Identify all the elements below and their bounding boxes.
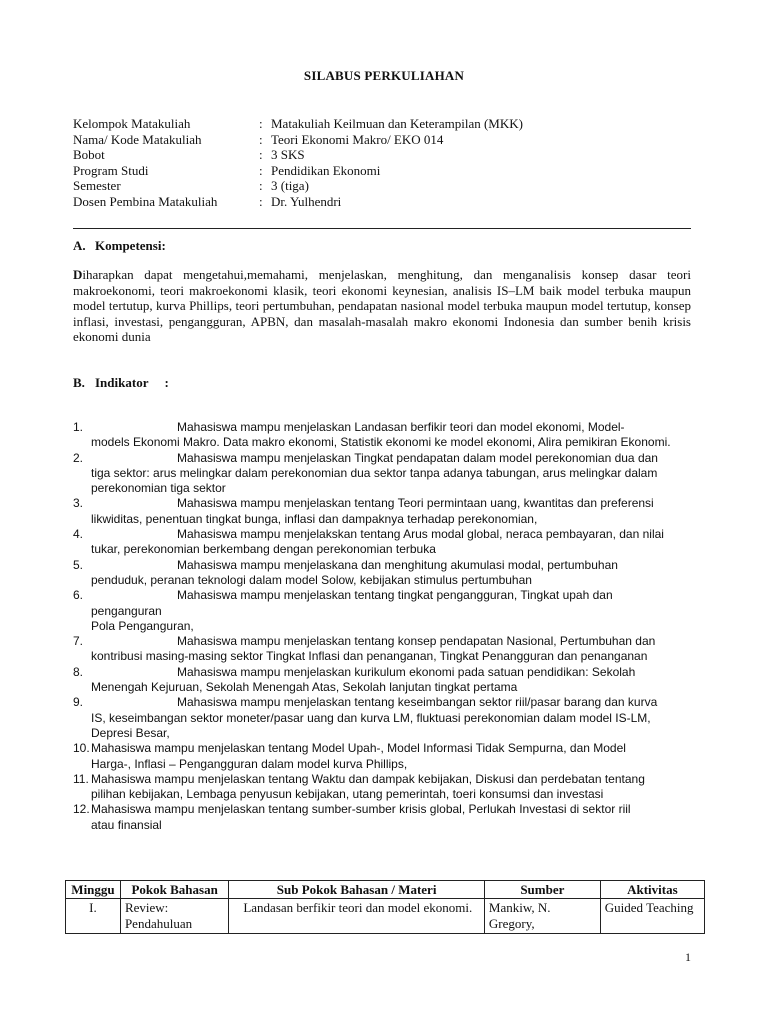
list-item-first-line [91,802,693,817]
list-item-continuation: pilihan kebijakan, Lembaga penyusun kebijakan, utang pemerintah, toeri konsumsi dan investasi [91,787,604,802]
table-header: Sumber [484,881,600,899]
list-item [73,558,693,589]
section-letter: A. [73,238,86,253]
list-item-continuation: kontribusi masing-masing sektor Tingkat Inflasi dan penanganan, Tingkat Penangguran dan penanganan [91,649,648,664]
info-label: Bobot [73,147,105,162]
info-row [73,132,523,148]
list-item [73,588,693,634]
list-item-text: Mahasiswa mampu menjelaskan Tingkat pendapatan dalam model perekonomian dua dan [177,450,658,465]
info-value: 3 SKS [271,147,305,162]
list-item-number: 5. [73,557,84,572]
list-item-continuation: penganguran Pola Penganguran, [91,603,194,633]
list-item-text: Mahasiswa mampu menjelaskan tentang keseimbangan sektor riil/pasar barang dan kurva [177,695,658,710]
list-item-number: 4. [73,527,84,542]
info-label: Program Studi [73,162,149,178]
section-heading-indikator [73,375,169,391]
course-info [73,116,523,209]
list-item-text: Mahasiswa mampu menjelaskan tentang Model Upah-, Model Informasi Tidak Sempurna, dan Model [91,741,626,756]
info-label: Kelompok Matakuliah [73,116,191,131]
page-number: 1 [685,950,691,964]
paragraph-initial: D [73,267,83,282]
list-item [73,741,693,772]
list-item-first-line [91,527,693,542]
list-item [73,420,693,451]
schedule-table [65,880,705,934]
list-item-first-line [91,496,693,511]
info-row [73,194,523,210]
list-item-text: Mahasiswa mampu menjelaskan tentang sumber-sumber krisis global, Perlukah Investasi di sektor riil [91,802,631,817]
table-row [66,899,705,934]
list-item [73,496,693,527]
info-row [73,116,523,132]
list-item [73,772,693,803]
list-item [73,695,693,741]
list-item-first-line [91,451,693,466]
list-item-continuation: models Ekonomi Makro. Data makro ekonomi, Statistik ekonomi ke model ekonomi, Alira pemikiran Ekonomi. [91,435,671,450]
list-item-first-line [91,588,693,603]
list-item-first-line [91,420,693,435]
info-row [73,178,523,194]
section-heading-kompetensi [73,238,166,254]
table-header: Sub Pokok Bahasan / Materi [229,881,485,899]
list-item-number: 12. [73,802,90,817]
list-item-text: Mahasiswa mampu menjelaskana dan menghitung akumulasi modal, pertumbuhan [177,557,618,572]
table-cell: I. [66,899,121,934]
paragraph-text: iharapkan dapat mengetahui,memahami, menjelaskan, menghitung, dan menganalisis konsep dasar teori makroekonomi, teori makroekonomi klasik, teori ekonomi keynesian, analisis IS–LM baik model terbuka maupun model tertutup, kurva Phillips, teori pertumbuhan, pendapatan nasional model terbuka maupun model tertutup, konsep inflasi, investasi, pengangguran, APBN, dan masalah-masalah makro ekonomi Indonesia dan sumber benih krisis ekonomi dunia [73,267,691,344]
list-item-number: 7. [73,634,84,649]
info-colon: : [259,116,263,131]
info-value: Teori Ekonomi Makro/ EKO 014 [271,131,444,147]
list-item-continuation: Menengah Kejuruan, Sekolah Menengah Atas, Sekolah lanjutan tingkat pertama [91,680,518,695]
list-item [73,451,693,497]
info-colon: : [259,147,263,162]
table-header-row [66,881,705,899]
section-title: Indikator : [95,375,169,390]
list-item-first-line [91,634,693,649]
info-colon: : [259,162,263,178]
list-item-number: 2. [73,450,84,465]
list-item-number: 3. [73,496,84,511]
list-item-first-line [91,695,693,710]
list-item-number: 11. [73,771,89,786]
table-cell: Guided Teaching [600,899,704,934]
list-item-text: Mahasiswa mampu menjelaskan tentang tingkat pengangguran, Tingkat upah dan [177,588,613,603]
page-title: SILABUS PERKULIAHAN [303,68,465,83]
list-item-number: 9. [73,695,84,710]
list-item-continuation: Harga-, Inflasi – Pengangguran dalam model kurva Phillips, [91,756,408,771]
list-item [73,665,693,696]
list-item [73,802,693,833]
table-cell: Review: Pendahuluan [120,899,228,934]
list-item-continuation: penduduk, peranan teknologi dalam model Solow, kebijakan stimulus pertumbuhan [91,572,532,587]
table-header: Pokok Bahasan [120,881,228,899]
section-letter: B. [73,375,85,390]
list-item-number: 10. [73,741,90,756]
table-header: Minggu [66,881,121,899]
list-item-number: 8. [73,664,84,679]
info-value: Pendidikan Ekonomi [271,162,381,178]
info-colon: : [259,178,263,193]
list-item-first-line [91,665,693,680]
info-value: Matakuliah Keilmuan dan Keterampilan (MKK) [271,116,523,131]
list-item-continuation: IS, keseimbangan sektor moneter/pasar uang dan kurva LM, fluktuasi perekonomian dalam model IS-LM, Depresi Besar, [91,710,651,740]
info-label: Semester [73,178,121,193]
list-item-text: Mahasiswa mampu menjelaskan tentang Waktu dan dampak kebijakan, Diskusi dan perdebatan tentang [91,771,645,786]
list-item-first-line [91,558,693,573]
horizontal-divider [73,228,691,229]
list-item-first-line [91,741,693,756]
list-item-text: Mahasiswa mampu menjelaskan Landasan berfikir teori dan model ekonomi, Model- [177,420,625,434]
info-colon: : [259,193,263,209]
info-colon: : [259,131,263,147]
list-item-continuation: atau finansial [91,817,162,832]
info-value: 3 (tiga) [271,178,309,193]
list-item-number: 6. [73,588,84,603]
info-value: Dr. Yulhendri [271,193,342,209]
info-label: Dosen Pembina Matakuliah [73,193,218,209]
table-header: Aktivitas [600,881,704,899]
section-title: Kompetensi: [95,238,166,253]
list-item-continuation: tukar, perekonomian berkembang dengan perekonomian terbuka [91,542,436,557]
list-item-text: Mahasiswa mampu menjelaskan kurikulum ekonomi pada satuan pendidikan: Sekolah [177,664,636,679]
list-item-continuation: tiga sektor: arus melingkar dalam perekonomian dua sektor tanpa adanya tabungan, arus melingkar dalam perekonomian tiga sektor [91,465,658,496]
list-item-number: 1. [73,420,84,434]
list-item-text: Mahasiswa mampu menjelakskan tentang Arus modal global, neraca pembayaran, dan nilai [177,527,664,542]
list-item-continuation: likwiditas, penentuan tingkat bunga, inflasi dan dampaknya terhadap perekonomian, [91,511,538,526]
list-item-first-line [91,772,693,787]
list-item-text: Mahasiswa mampu menjelaskan tentang Teori permintaan uang, kwantitas dan preferensi [177,496,654,511]
info-row [73,163,523,179]
list-item [73,527,693,558]
info-row [73,147,523,163]
list-item [73,634,693,665]
info-label: Nama/ Kode Matakuliah [73,131,202,147]
list-item-text: Mahasiswa mampu menjelaskan tentang konsep pendapatan Nasional, Pertumbuhan dan [177,634,656,649]
indikator-list [73,420,693,833]
table-cell: Mankiw, N. Gregory, [484,899,600,934]
table-cell: Landasan berfikir teori dan model ekonomi. [229,899,485,934]
kompetensi-paragraph [73,267,691,345]
